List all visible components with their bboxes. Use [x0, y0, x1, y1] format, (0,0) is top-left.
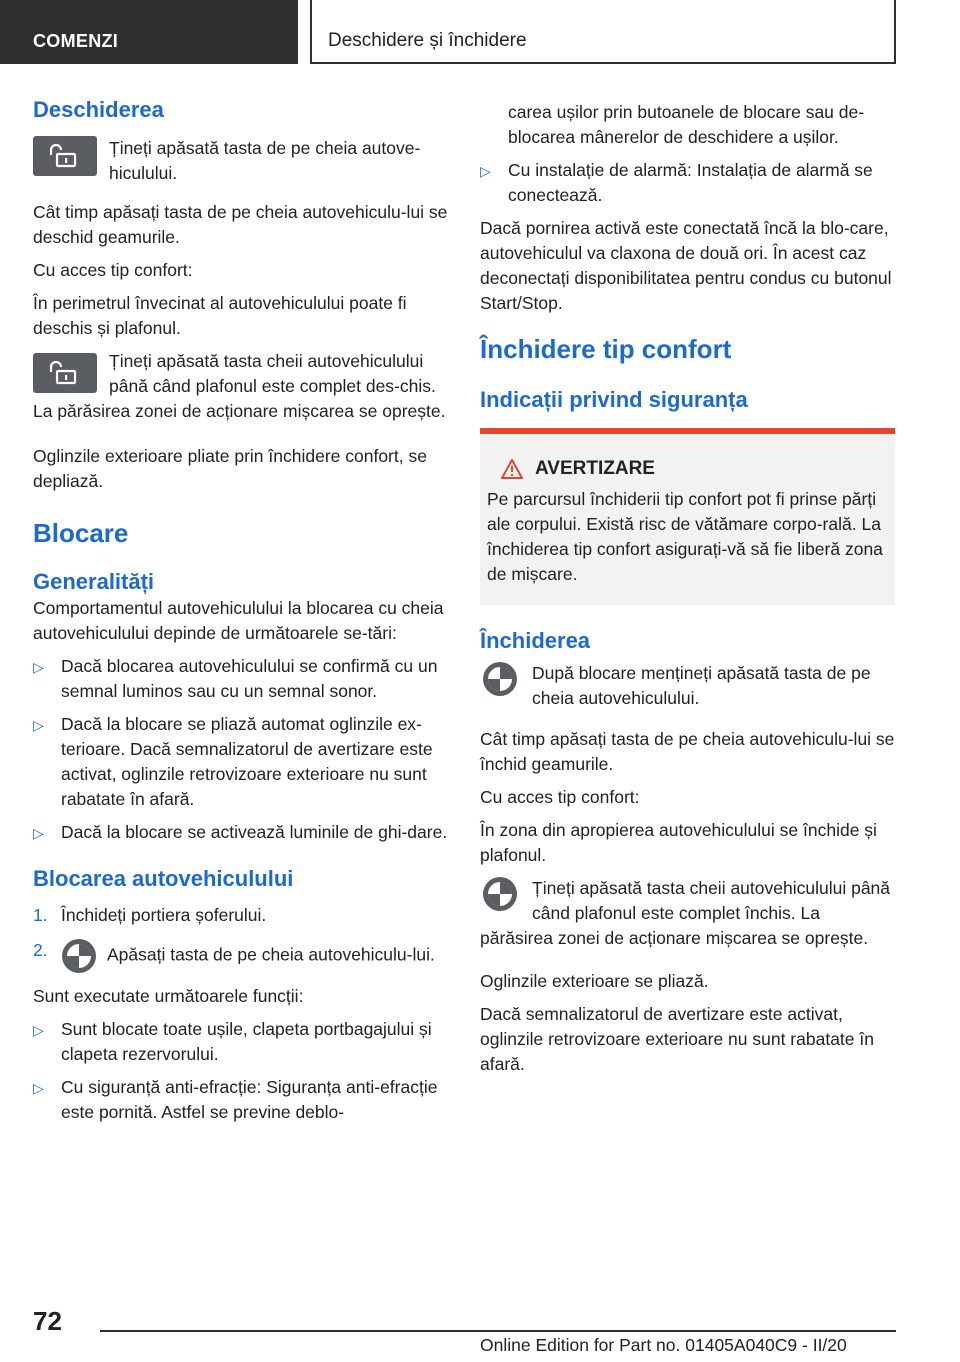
- paragraph: Oglinzile exterioare se pliază.: [480, 971, 709, 991]
- section-tab: COMENZI: [0, 0, 298, 64]
- general-list: [33, 654, 448, 845]
- paragraph: După blocare mențineți apăsată tasta de pe cheia autovehiculului.: [532, 663, 871, 708]
- paragraph: Țineți apăsată tasta cheii autovehiculului până când plafonul este complet des‐chis. La părăsirea zonei de acționare mișcarea se oprește.: [33, 351, 446, 421]
- list-item: ▷ Dacă la blocare se activează luminile de ghi‐dare.: [33, 820, 448, 845]
- bullet-triangle-icon: ▷: [480, 163, 491, 179]
- paragraph: Țineți apăsată tasta cheii autovehiculului până când plafonul este complet închis. La părăsirea zonei de acționare mișcarea se oprește.: [480, 878, 891, 948]
- unlock-key-icon: [33, 136, 97, 176]
- bmw-key-button-icon: [482, 876, 518, 912]
- paragraph: Cât timp apăsați tasta de pe cheia autovehiculu‐lui se deschid geamurile.: [33, 202, 448, 247]
- heading-safety: Indicații privind siguranța: [480, 387, 748, 412]
- heading-comfort-close: Închidere tip confort: [480, 334, 732, 364]
- bmw-key-button-icon: [61, 938, 97, 974]
- bullet-triangle-icon: ▷: [33, 1022, 44, 1038]
- list-item: ▷ Sunt blocate toate ușile, clapeta portbagajului și clapeta rezervorului.: [33, 1019, 432, 1064]
- unlock-key-icon: [33, 353, 97, 393]
- bullet-triangle-icon: ▷: [33, 659, 44, 675]
- left-column: [33, 96, 448, 1133]
- footer-divider: [100, 1330, 896, 1332]
- right-column: [480, 100, 895, 1085]
- chapter-title: Deschidere și închidere: [310, 0, 896, 64]
- list-item: ▷ Cu instalație de alarmă: Instalația de alarmă se conectează.: [480, 160, 873, 205]
- heading-closing: Închiderea: [480, 628, 591, 653]
- heading-lock: Blocare: [33, 518, 129, 548]
- functions-list: [33, 1017, 448, 1125]
- bmw-key-button-icon: [482, 661, 518, 697]
- step-item: 2. Apăsați tasta de pe cheia autovehiculu‐lui.: [33, 938, 448, 974]
- paragraph: Cu acces tip confort:: [33, 260, 193, 280]
- heading-general: Generalități: [33, 569, 155, 594]
- bullet-triangle-icon: ▷: [33, 1080, 44, 1096]
- heading-lock-vehicle: Blocarea autovehiculului: [33, 866, 294, 891]
- steps-list: [33, 903, 448, 974]
- paragraph: Oglinzile exterioare pliate prin închidere confort, se depliază.: [33, 446, 427, 491]
- warning-box: [480, 428, 895, 605]
- paragraph: Cât timp apăsați tasta de pe cheia autovehiculu‐lui se închid geamurile.: [480, 729, 895, 774]
- alarm-list: [480, 158, 895, 208]
- footer-edition: Online Edition for Part no. 01405A040C9 - II/20: [480, 1335, 847, 1355]
- step-item: 1. Închideți portiera șoferului.: [33, 905, 267, 925]
- warning-text: Pe parcursul închiderii tip confort pot fi prinse părți ale corpului. Există risc de vătămare corpo‐rală. La închiderea tip confort asigurați-vă să fie liberă zona de mișcare.: [487, 489, 883, 584]
- paragraph: În zona din apropierea autovehiculului se închide și plafonul.: [480, 820, 877, 865]
- paragraph: Cu acces tip confort:: [480, 787, 640, 807]
- list-item: ▷ Dacă la blocare se pliază automat oglinzile ex‐terioare. Dacă semnalizatorul de avertizare este activat, oglinzile retrovizoare exterioare nu sunt rabatate în afară.: [33, 714, 433, 809]
- paragraph: Țineți apăsată tasta de pe cheia autove‐hiculului.: [109, 138, 421, 183]
- list-item: ▷ Dacă blocarea autovehiculului se confirmă cu un semnal luminos sau cu un semnal sonor.: [33, 656, 438, 701]
- paragraph: Dacă semnalizatorul de avertizare este activat, oglinzile retrovizoare exterioare nu sunt rabatate în afară.: [480, 1004, 874, 1074]
- list-item: ▷ Cu siguranță anti-efracție: Siguranța anti‐efracție este pornită. Astfel se previne deblo‐: [33, 1077, 438, 1122]
- bullet-triangle-icon: ▷: [33, 717, 44, 733]
- paragraph: Comportamentul autovehiculului la blocarea cu cheia autovehiculului depinde de următoarele se‐tări:: [33, 598, 444, 643]
- paragraph: Sunt executate următoarele funcții:: [33, 986, 304, 1006]
- paragraph: Dacă pornirea activă este conectată încă la blo‐care, autovehiculul va claxona de două ori. În acest caz deconectați disponibilitatea pentru condus cu butonul Start/Stop.: [480, 218, 892, 313]
- paragraph-continued: carea ușilor prin butoanele de blocare sau de‐blocarea mânerelor de deschidere a ușilor.: [508, 102, 865, 147]
- page-number: 72: [33, 1306, 62, 1336]
- warning-title: AVERTIZARE: [535, 458, 655, 479]
- paragraph: În perimetrul învecinat al autovehiculului poate fi deschis și plafonul.: [33, 293, 407, 338]
- bullet-triangle-icon: ▷: [33, 825, 44, 841]
- heading-opening: Deschiderea: [33, 97, 164, 122]
- warning-triangle-icon: [501, 459, 523, 479]
